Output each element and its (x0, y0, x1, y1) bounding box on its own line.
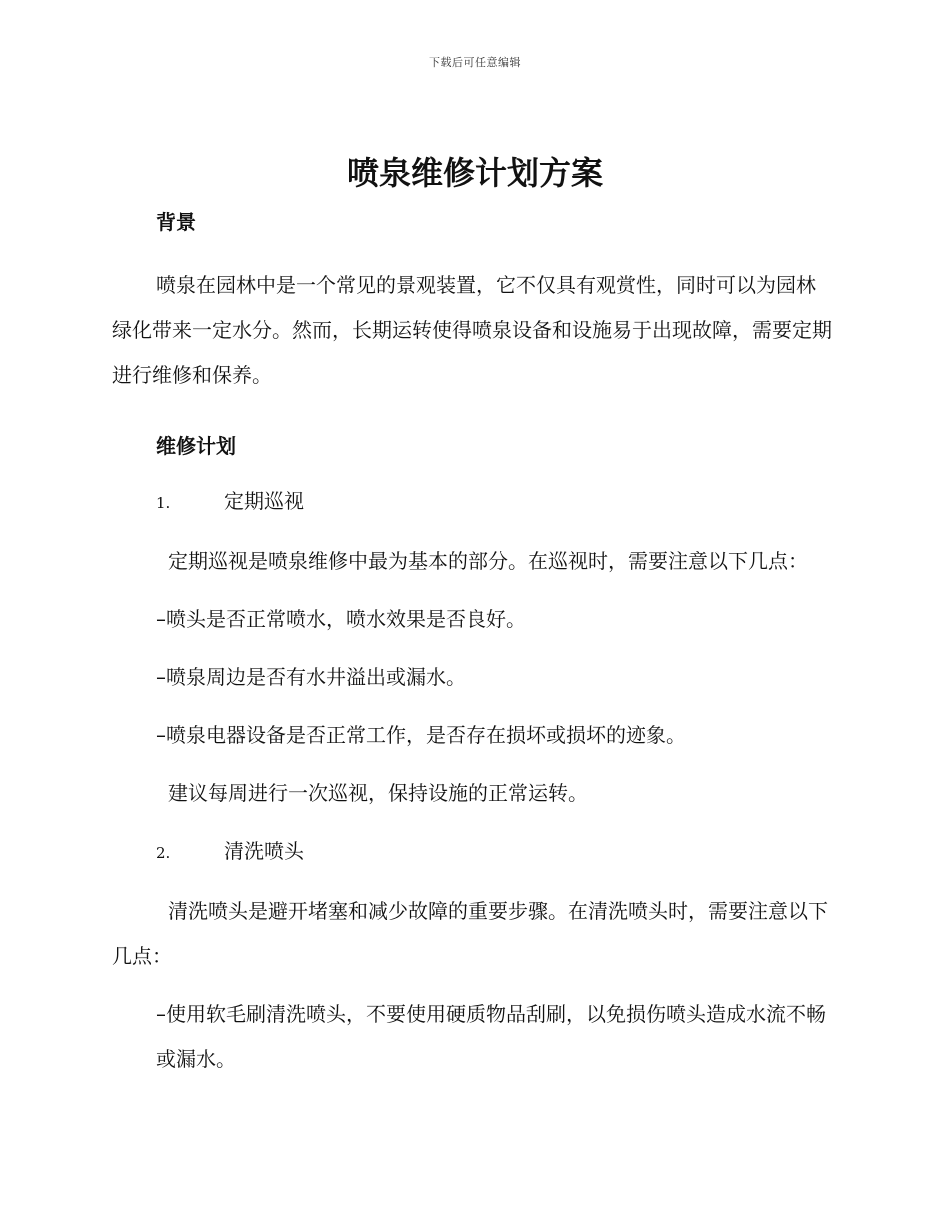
plan-item-1-bullet-2: –喷泉周边是否有水井溢出或漏水。 (156, 665, 466, 689)
section-heading-background: 背景 (156, 210, 196, 234)
plan-item-1-closing: 建议每周进行一次巡视，保持设施的正常运转。 (168, 781, 588, 805)
plan-item-2-title: 清洗喷头 (224, 839, 304, 863)
plan-item-1-title: 定期巡视 (224, 489, 304, 513)
plan-item-2-intro: 清洗喷头是避开堵塞和减少故障的重要步骤。在清洗喷头时，需要注意以下几点： (112, 899, 828, 968)
plan-item-1-bullet-1: –喷头是否正常喷水，喷水效果是否良好。 (156, 607, 526, 631)
section-heading-plan: 维修计划 (156, 434, 236, 458)
plan-item-2-bullet-1: –使用软毛刷清洗喷头，不要使用硬质物品刮刷，以免损伤喷头造成水流不畅或漏水。 (156, 1002, 826, 1071)
page-header: 下载后可任意编辑 (429, 56, 521, 69)
document-body (112, 207, 832, 1082)
plan-item-1-bullet-3: –喷泉电器设备是否正常工作，是否存在损坏或损坏的迹象。 (156, 723, 686, 747)
plan-item-2-number: 2. (156, 844, 171, 862)
plan-item-2-heading (112, 829, 832, 876)
plan-item-1-intro: 定期巡视是喷泉维修中最为基本的部分。在巡视时，需要注意以下几点： (168, 549, 808, 573)
background-paragraph: 喷泉在园林中是一个常见的景观装置，它不仅具有观赏性，同时可以为园林绿化带来一定水分。然而，长期运转使得喷泉设备和设施易于出现故障，需要定期进行维修和保养。 (112, 273, 832, 387)
plan-item-1-number: 1. (156, 494, 171, 512)
document-title: 喷泉维修计划方案 (346, 154, 603, 192)
plan-item-1-heading (112, 479, 832, 526)
